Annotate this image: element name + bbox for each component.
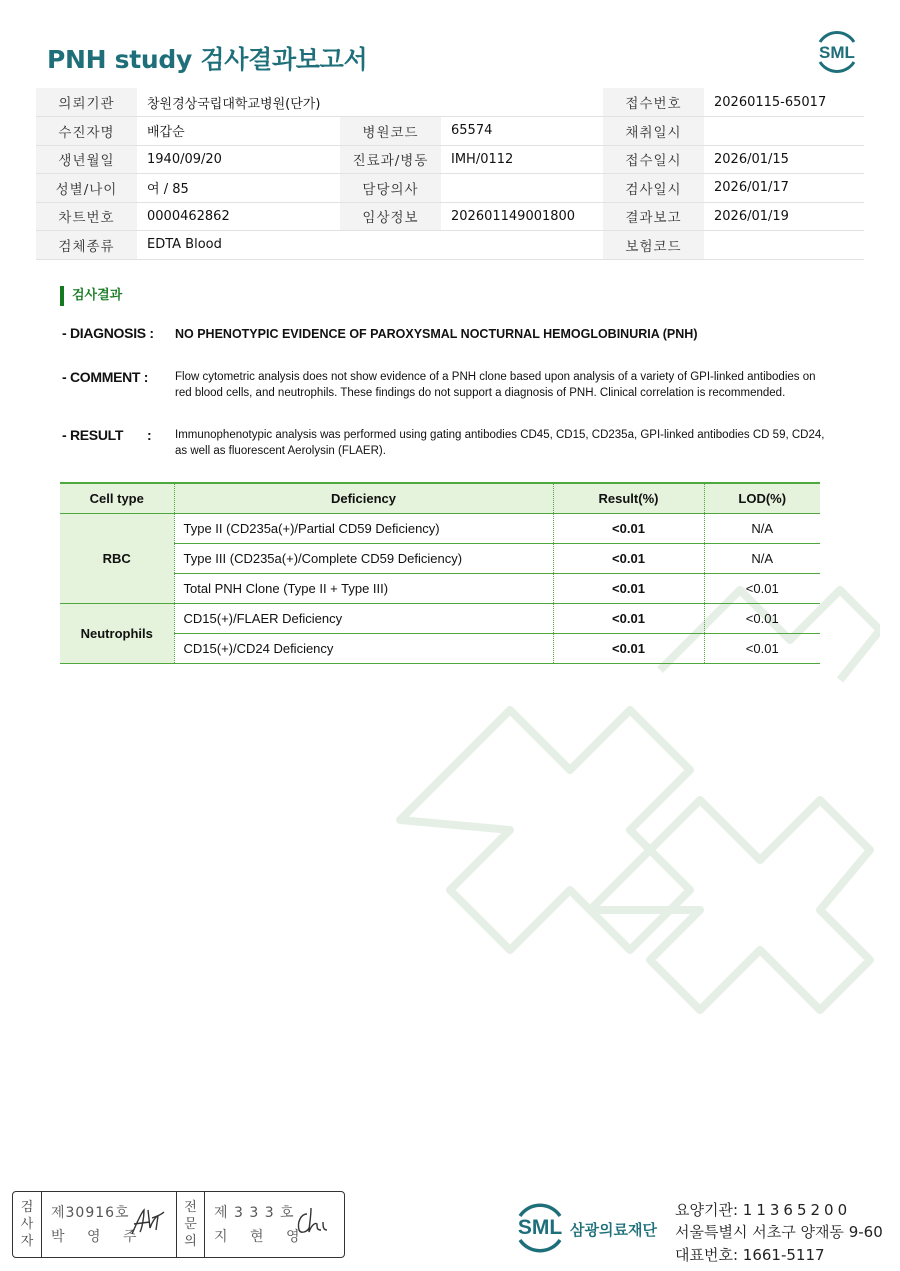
phone-label: 대표번호: bbox=[675, 1246, 739, 1264]
diagnosis-text: NO PHENOTYPIC EVIDENCE OF PAROXYSMAL NOCTURNAL HEMOGLOBINURIA (PNH) bbox=[175, 327, 698, 341]
results-table bbox=[60, 482, 820, 664]
table-row bbox=[60, 603, 820, 633]
info-label: 의뢰기관 bbox=[36, 88, 137, 117]
header-lod: LOD(%) bbox=[704, 483, 820, 513]
info-label bbox=[340, 231, 441, 260]
section-title: 검사결과 bbox=[60, 286, 122, 306]
info-value: 2026/01/17 bbox=[704, 174, 864, 203]
specialist-name: 지 현 영 bbox=[214, 1229, 309, 1245]
comment-label: - COMMENT : bbox=[62, 369, 149, 385]
info-value bbox=[441, 88, 603, 117]
diagnosis-label: - DIAGNOSIS : bbox=[62, 325, 154, 341]
examiner-label: 검 사 자 bbox=[13, 1192, 42, 1257]
info-label: 접수번호 bbox=[603, 88, 704, 117]
institution-line bbox=[675, 1199, 851, 1220]
info-label: 접수일시 bbox=[603, 145, 704, 174]
institution-label: 요양기관: bbox=[675, 1201, 739, 1219]
patient-info-row bbox=[36, 117, 864, 146]
institution-code: 11365200 bbox=[742, 1201, 852, 1219]
info-value bbox=[704, 231, 864, 260]
info-value: 202601149001800 bbox=[441, 202, 603, 231]
cell-type: Neutrophils bbox=[60, 603, 174, 663]
result-label: - RESULT bbox=[62, 427, 124, 443]
sml-footer-logo-text: SML bbox=[517, 1216, 563, 1239]
lod-cell: N/A bbox=[704, 543, 820, 573]
deficiency-cell: Total PNH Clone (Type II + Type III) bbox=[174, 573, 553, 603]
phone-number: 1661-5117 bbox=[742, 1246, 825, 1264]
table-row bbox=[60, 513, 820, 543]
info-value: 0000462862 bbox=[137, 202, 340, 231]
result-text: Immunophenotypic analysis was performed using gating antibodies CD45, CD15, CD235a, GPI-linked antibodies CD 59, CD24, as well as fluorescent Aerolysin (FLAER). bbox=[175, 429, 825, 457]
result-cell: <0.01 bbox=[553, 603, 704, 633]
result-cell: <0.01 bbox=[553, 633, 704, 663]
report-title: PNH study 검사결과보고서 bbox=[47, 45, 368, 74]
examiner-name: 박 영 주 bbox=[51, 1229, 146, 1245]
info-value: 1940/09/20 bbox=[137, 145, 340, 174]
info-value: 여 / 85 bbox=[137, 174, 340, 203]
lod-cell: <0.01 bbox=[704, 573, 820, 603]
sml-logo-text: SML bbox=[819, 43, 855, 62]
info-value: 2026/01/15 bbox=[704, 145, 864, 174]
info-label: 진료과/병동 bbox=[340, 145, 441, 174]
info-label: 검사일시 bbox=[603, 174, 704, 203]
result-cell: <0.01 bbox=[553, 543, 704, 573]
patient-info-row bbox=[36, 231, 864, 260]
patient-info-table bbox=[36, 88, 864, 260]
sml-logo-icon bbox=[810, 28, 864, 76]
result-colon: : bbox=[147, 427, 152, 443]
specialist-label: 전 문 의 bbox=[176, 1192, 205, 1257]
specialist-signature-icon bbox=[291, 1202, 331, 1242]
info-label: 담당의사 bbox=[340, 174, 441, 203]
table-row bbox=[60, 633, 820, 663]
results-header-row bbox=[60, 483, 820, 513]
info-label: 성별/나이 bbox=[36, 174, 137, 203]
comment-text: Flow cytometric analysis does not show evidence of a PNH clone based upon analysis of a variety of GPI-linked antibodies on red blood cells, and neutrophils. These findings do not support a diagnosis of PNH. Clinical correlation is recommended. bbox=[175, 371, 816, 399]
info-value: 2026/01/19 bbox=[704, 202, 864, 231]
org-name: 삼광의료재단 bbox=[570, 1221, 657, 1239]
lod-cell: N/A bbox=[704, 513, 820, 543]
info-value: 창원경상국립대학교병원(단가) bbox=[137, 88, 340, 117]
info-value bbox=[441, 174, 603, 203]
sml-footer-logo-icon bbox=[508, 1198, 572, 1256]
header-cell-type: Cell type bbox=[60, 483, 174, 513]
patient-info-row bbox=[36, 174, 864, 203]
info-label: 결과보고 bbox=[603, 202, 704, 231]
patient-info-row bbox=[36, 88, 864, 117]
info-value bbox=[704, 117, 864, 146]
info-label: 차트번호 bbox=[36, 202, 137, 231]
header-deficiency: Deficiency bbox=[174, 483, 553, 513]
specialist-number: 제 3 3 3 호 bbox=[214, 1205, 295, 1221]
info-value bbox=[441, 231, 603, 260]
lod-cell: <0.01 bbox=[704, 633, 820, 663]
info-label: 채취일시 bbox=[603, 117, 704, 146]
examiner-signature-icon bbox=[128, 1202, 168, 1242]
table-row bbox=[60, 543, 820, 573]
signature-box bbox=[12, 1191, 345, 1258]
info-label bbox=[340, 88, 441, 117]
patient-info-row bbox=[36, 145, 864, 174]
patient-info-row bbox=[36, 202, 864, 231]
specialist-cell bbox=[205, 1192, 339, 1257]
deficiency-cell: Type II (CD235a(+)/Partial CD59 Deficiency) bbox=[174, 513, 553, 543]
info-label: 보험코드 bbox=[603, 231, 704, 260]
info-label: 생년월일 bbox=[36, 145, 137, 174]
info-value: 배갑순 bbox=[137, 117, 340, 146]
address: 서울특별시 서초구 양재동 9-60 bbox=[675, 1223, 883, 1241]
deficiency-cell: CD15(+)/FLAER Deficiency bbox=[174, 603, 553, 633]
info-label: 수진자명 bbox=[36, 117, 137, 146]
info-value: 20260115-65017 bbox=[704, 88, 864, 117]
result-cell: <0.01 bbox=[553, 513, 704, 543]
info-label: 병원코드 bbox=[340, 117, 441, 146]
info-value: 65574 bbox=[441, 117, 603, 146]
info-value: EDTA Blood bbox=[137, 231, 340, 260]
examiner-number: 제30916호 bbox=[51, 1205, 130, 1221]
examiner-cell bbox=[42, 1192, 176, 1257]
table-row bbox=[60, 573, 820, 603]
info-value: IMH/0112 bbox=[441, 145, 603, 174]
lod-cell: <0.01 bbox=[704, 603, 820, 633]
info-label: 검체종류 bbox=[36, 231, 137, 260]
result-cell: <0.01 bbox=[553, 573, 704, 603]
header-result: Result(%) bbox=[553, 483, 704, 513]
deficiency-cell: CD15(+)/CD24 Deficiency bbox=[174, 633, 553, 663]
info-label: 임상정보 bbox=[340, 202, 441, 231]
deficiency-cell: Type III (CD235a(+)/Complete CD59 Deficiency) bbox=[174, 543, 553, 573]
phone-line bbox=[675, 1244, 825, 1265]
cell-type: RBC bbox=[60, 513, 174, 603]
